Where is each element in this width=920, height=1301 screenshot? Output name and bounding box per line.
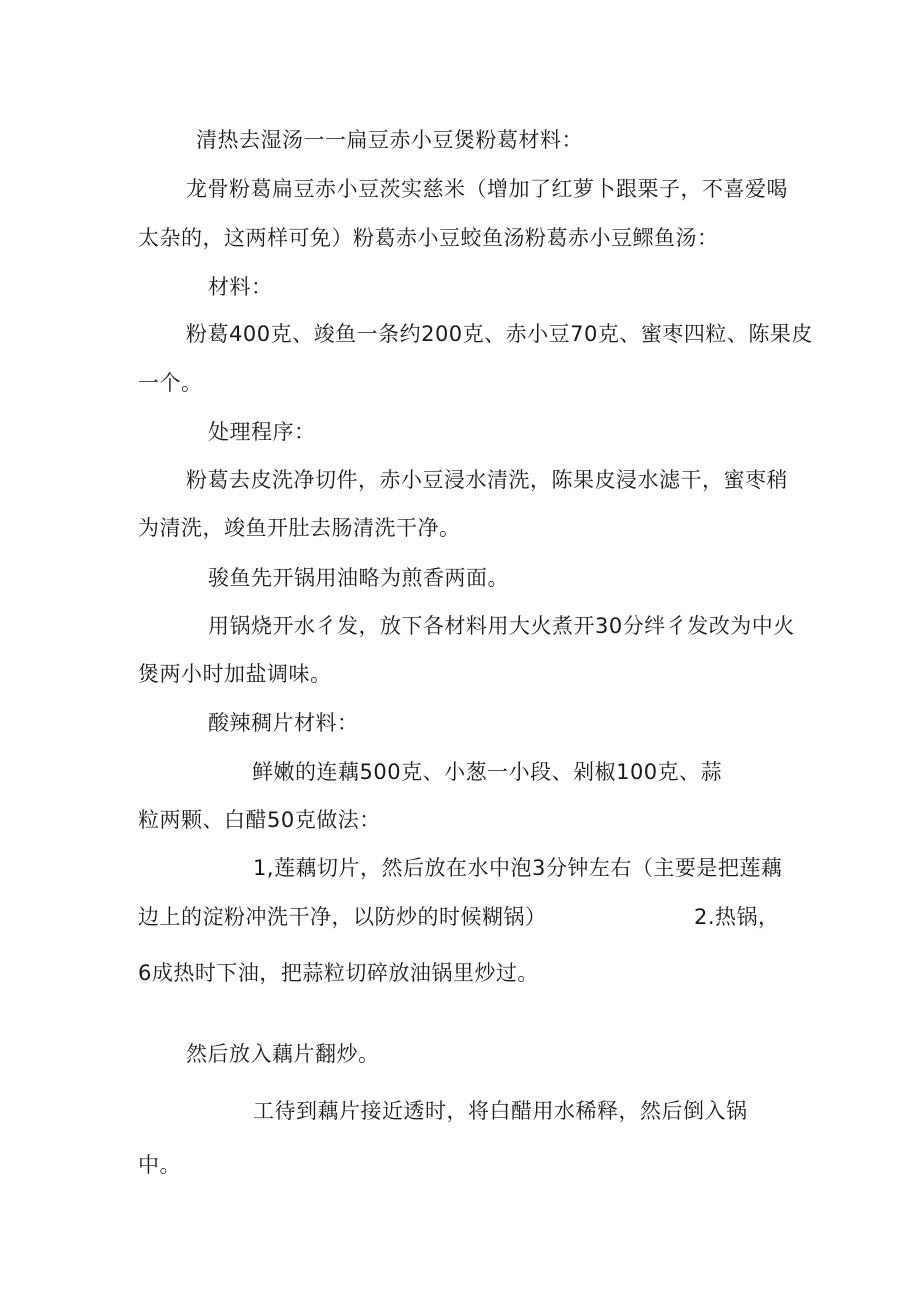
procedure-heading: 处理程序： <box>208 420 316 444</box>
materials-line-2: 一个。 <box>138 371 203 395</box>
lotus-vinegar-line-1: 工待到藕片接近透时，将白醋用水稀释，然后倒入锅 <box>253 1099 748 1123</box>
lotus-step-2-start: 2.热锅， <box>694 905 780 929</box>
lotus-step-1-line-2: 边上的淀粉冲洗干净，以防炒的时候糊锅） <box>138 905 547 929</box>
procedure-boil-line-2: 煲两小时加盐调味。 <box>138 662 332 686</box>
lotus-title: 酸辣稠片材料： <box>208 711 359 735</box>
materials-line-1: 粉葛400克、竣鱼一条约200克、赤小豆70克、蜜枣四粒、陈果皮 <box>186 322 813 346</box>
soup-ingredients-line-2: 太杂的，这两样可免）粉葛赤小豆蛟鱼汤粉葛赤小豆鳏鱼汤： <box>138 226 719 250</box>
procedure-line-2: 为清洗，竣鱼开肚去肠清洗干净。 <box>138 516 461 540</box>
lotus-ingredients-line-2: 粒两颗、白醋50克做法： <box>138 808 381 832</box>
lotus-step-1-line-1: 1,莲藕切片，然后放在水中泡3分钟左右（主要是把莲藕 <box>253 856 783 880</box>
procedure-fry-fish: 骏鱼先开锅用油略为煎香两面。 <box>208 566 509 590</box>
soup-title: 清热去湿汤一一扁豆赤小豆煲粉葛材料： <box>196 128 583 152</box>
lotus-stir-fry: 然后放入藕片翻炒。 <box>186 1042 380 1066</box>
lotus-ingredients-line-1: 鲜嫩的连藕500克、小葱一小段、剁椒100克、蒜 <box>252 760 723 784</box>
procedure-line-1: 粉葛去皮洗净切件，赤小豆浸水清洗，陈果皮浸水滤干，蜜枣稍 <box>186 468 788 492</box>
lotus-step-2-line: 6成热时下油，把蒜粒切碎放油锅里炒过。 <box>138 961 539 985</box>
lotus-vinegar-line-2: 中。 <box>138 1153 181 1177</box>
soup-ingredients-line-1: 龙骨粉葛扁豆赤小豆茨实慈米（增加了红萝卜跟栗子，不喜爱喝 <box>186 177 788 201</box>
materials-heading: 材料： <box>208 275 273 299</box>
procedure-boil-line-1: 用锅烧开水彳发，放下各材料用大火煮开30分绊彳发改为中火 <box>208 614 795 638</box>
